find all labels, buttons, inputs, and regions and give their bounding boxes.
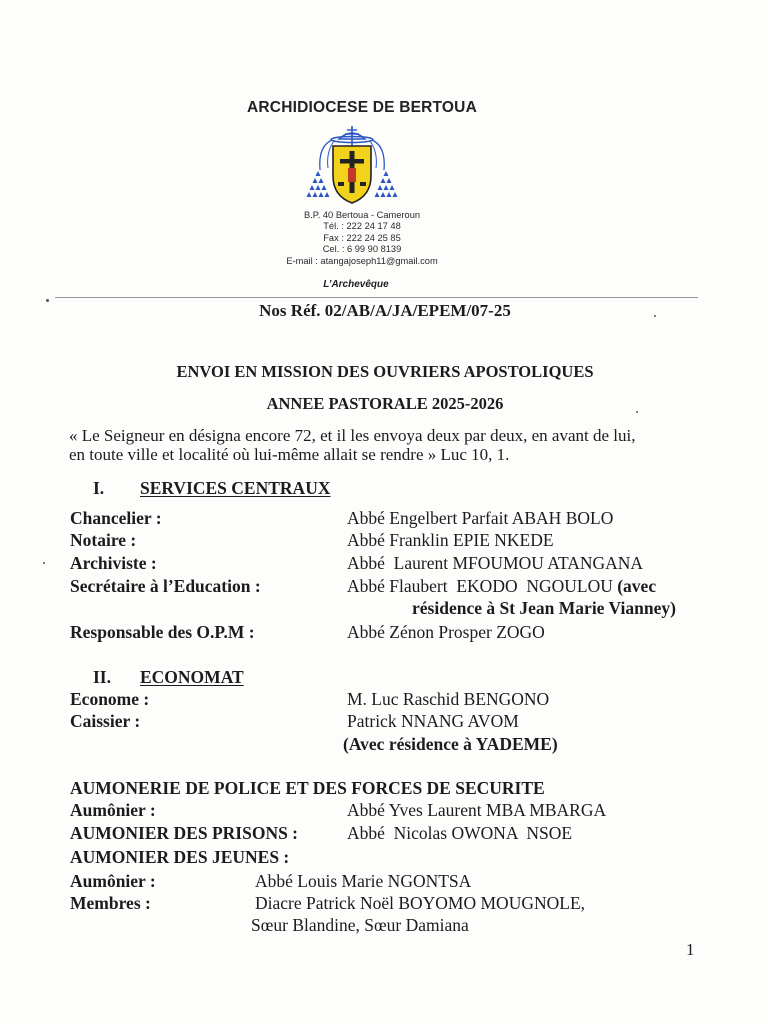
section-heading-police-chaplaincy: AUMONERIE DE POLICE ET DES FORCES DE SECURITE	[70, 778, 545, 798]
section-number: I.	[93, 478, 105, 498]
role-label: Aumônier :	[70, 800, 156, 820]
scan-speck	[654, 315, 656, 317]
residence-note: résidence à St Jean Marie Vianney)	[412, 598, 676, 618]
section-heading-youth-chaplaincy: AUMONIER DES JEUNES :	[70, 847, 290, 867]
role-holder: Abbé Engelbert Parfait ABAH BOLO	[347, 508, 614, 528]
role-label: Aumônier :	[70, 871, 156, 891]
section-number: II.	[93, 667, 111, 687]
fax: Fax : 222 24 25 85	[323, 232, 401, 243]
contact-block	[0, 210, 724, 267]
role-holder: Abbé Yves Laurent MBA MBARGA	[347, 800, 607, 820]
reference-number: Nos Réf. 02/AB/A/JA/EPEM/07-25	[259, 301, 511, 320]
role-holder: Abbé Franklin EPIE NKEDE	[347, 530, 554, 550]
residence-note: (Avec résidence à YADEME)	[343, 734, 558, 754]
role-holder: Patrick NNANG AVOM	[347, 711, 519, 731]
document-title: ENVOI EN MISSION DES OUVRIERS APOSTOLIQUES	[176, 362, 594, 381]
role-label: Chancelier :	[70, 508, 162, 528]
signatory-title: L’Archevêque	[323, 279, 389, 290]
role-label: Econome :	[70, 689, 150, 709]
role-label: Secrétaire à l’Education :	[70, 576, 261, 596]
role-label: Membres :	[70, 893, 151, 913]
role-holder-continuation: Sœur Blandine, Sœur Damiana	[251, 915, 469, 935]
role-holder: Diacre Patrick Noël BOYOMO MOUGNOLE,	[255, 893, 586, 913]
coat-of-arms-icon	[302, 124, 402, 209]
role-holder: Abbé Louis Marie NGONTSA	[255, 871, 472, 891]
cellphone: Cel. : 6 99 90 8139	[322, 244, 402, 255]
page-number: 1	[686, 940, 695, 959]
role-holder: Abbé Zénon Prosper ZOGO	[347, 622, 545, 642]
section-heading-services: SERVICES CENTRAUX	[140, 478, 331, 498]
scan-speck	[46, 299, 49, 302]
header-divider	[55, 297, 698, 298]
role-holder: M. Luc Raschid BENGONO	[347, 689, 550, 709]
role-label: Responsable des O.P.M :	[70, 622, 255, 642]
role-label: Notaire :	[70, 530, 137, 550]
role-holder-line	[347, 575, 656, 597]
role-label: Caissier :	[70, 711, 141, 731]
archdiocese-title: ARCHIDIOCESE DE BERTOUA	[247, 99, 477, 116]
telephone: Tél. : 222 24 17 48	[323, 221, 401, 232]
role-holder: Abbé Laurent MFOUMOU ATANGANA	[347, 553, 644, 573]
role-holder: Abbé Nicolas OWONA NSOE	[347, 823, 573, 843]
scripture-quote-line-2: en toute ville et localité où lui-même allait se rendre » Luc 10, 1.	[69, 445, 510, 464]
scan-speck	[636, 411, 638, 413]
residence-note-start: (avec	[617, 576, 657, 596]
role-label: Archiviste :	[70, 553, 157, 573]
role-label-prisons: AUMONIER DES PRISONS :	[70, 823, 299, 843]
scan-speck	[43, 562, 45, 564]
email: E-mail : atangajoseph11@gmail.com	[286, 255, 438, 266]
section-heading-economat: ECONOMAT	[140, 667, 244, 687]
postal-address: B.P. 40 Bertoua - Cameroun	[303, 210, 421, 220]
role-holder: Abbé Flaubert EKODO NGOULOU	[347, 576, 618, 596]
document-subtitle: ANNEE PASTORALE 2025-2026	[266, 394, 504, 413]
scripture-quote-line-1: « Le Seigneur en désigna encore 72, et il les envoya deux par deux, en avant de lui,	[69, 426, 636, 445]
